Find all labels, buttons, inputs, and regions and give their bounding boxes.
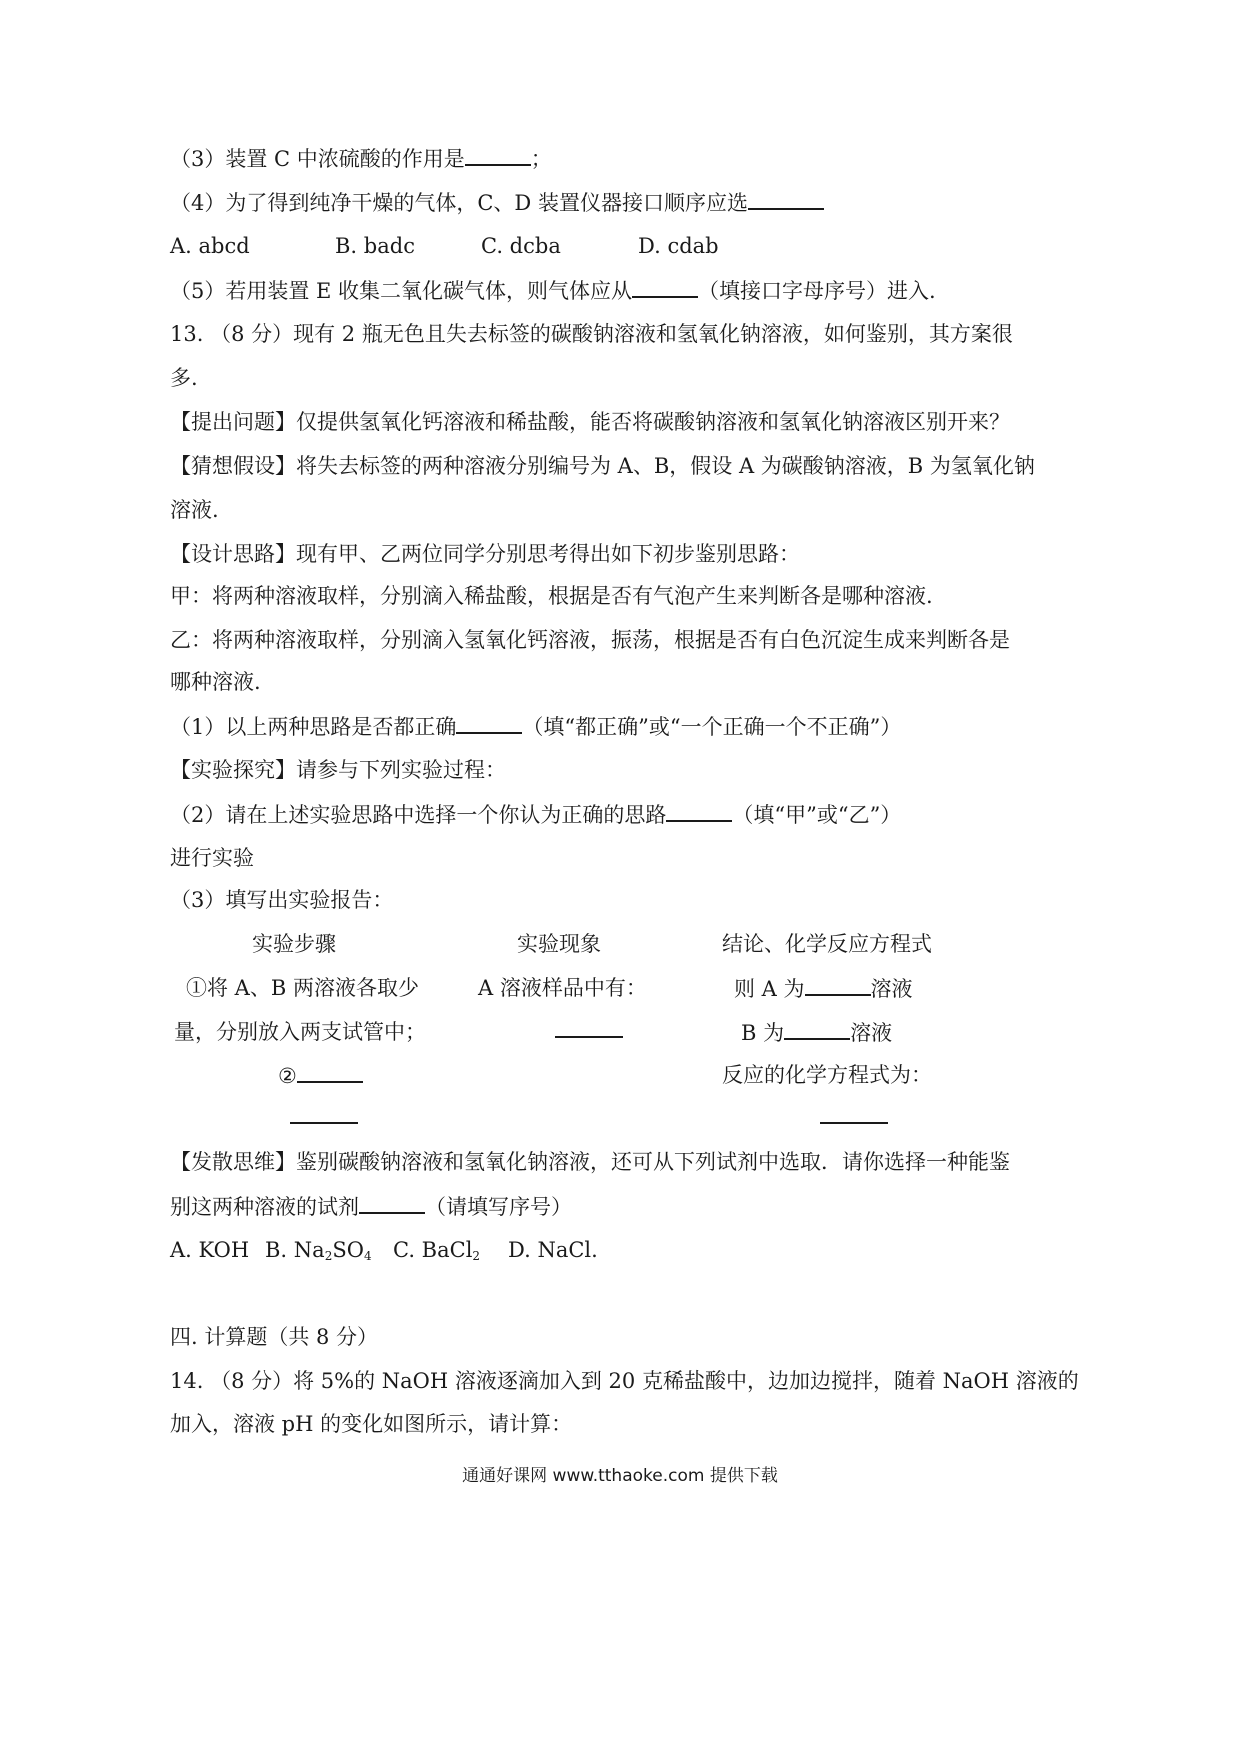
- q12-option-c: C. dcba: [481, 234, 561, 258]
- q14-line2: 加入，溶液 pH 的变化如图所示，请计算：: [170, 1412, 573, 1436]
- conclusion-a-blank[interactable]: [805, 974, 871, 996]
- table-step2: [278, 1061, 363, 1090]
- reagent-option-a: A. KOH: [170, 1238, 250, 1262]
- table-header-phenomenon: 实验现象: [517, 932, 601, 956]
- q13-intro-line2: 多.: [170, 366, 198, 390]
- q13-jia: 甲：将两种溶液取样，分别滴入稀盐酸，根据是否有气泡产生来判断各是哪种溶液.: [170, 584, 933, 608]
- q12-part4-text: （4）为了得到纯净干燥的气体，C、D 装置仪器接口顺序应选: [170, 191, 748, 215]
- q13-explore: 【实验探究】请参与下列实验过程：: [170, 758, 506, 782]
- q13-intro-line1: 13. （8 分）现有 2 瓶无色且失去标签的碳酸钠溶液和氢氧化钠溶液，如何鉴别，其方案很: [170, 322, 1013, 346]
- q12-part5: [170, 276, 936, 305]
- reagent-option-d: D. NaCl.: [508, 1238, 598, 1262]
- conclusion-a-pre: 则 A 为: [734, 977, 805, 1001]
- q13-diverge-line2: [170, 1192, 572, 1221]
- q13-part1-end: （填“都正确”或“一个正确一个不正确”）: [522, 715, 902, 739]
- diverge-end: （请填写序号）: [425, 1195, 572, 1219]
- q13-yi-line2: 哪种溶液.: [170, 670, 261, 694]
- table-header-conclusion: 结论、化学反应方程式: [722, 932, 932, 956]
- diverge-text: 别这两种溶液的试剂: [170, 1195, 359, 1219]
- q13-part2-blank[interactable]: [666, 800, 732, 822]
- reagent-option-c: C. BaCl$_2$: [393, 1238, 481, 1263]
- q13-question: 【提出问题】仅提供氢氧化钙溶液和稀盐酸，能否将碳酸钠溶液和氢氧化钠溶液区别开来？: [170, 410, 1010, 434]
- table-phenomenon: A 溶液样品中有：: [478, 976, 647, 1000]
- conclusion-b-post: 溶液: [850, 1021, 893, 1045]
- q13-hypothesis-line1: 【猜想假设】将失去标签的两种溶液分别编号为 A、B，假设 A 为碳酸钠溶液，B 为氢氧化钠: [170, 454, 1035, 478]
- q13-hypothesis-line2: 溶液.: [170, 498, 219, 522]
- q12-option-d: D. cdab: [638, 234, 719, 258]
- q13-part1-text: （1）以上两种思路是否都正确: [170, 715, 457, 739]
- step2-blank[interactable]: [297, 1061, 363, 1083]
- table-step1-line2: 量，分别放入两支试管中；: [174, 1020, 426, 1044]
- conclusion-b-blank[interactable]: [784, 1018, 850, 1040]
- q13-part2-text: （2）请在上述实验思路中选择一个你认为正确的思路: [170, 803, 667, 827]
- q12-part3-end: ；: [530, 147, 552, 171]
- conclusion-b-pre: B 为: [741, 1021, 785, 1045]
- table-step1-line1: ①将 A、B 两溶液各取少: [186, 976, 419, 1000]
- q13-part2-end: （填“甲”或“乙”）: [732, 803, 902, 827]
- q13-part3: （3）填写出实验报告：: [170, 888, 394, 912]
- q13-diverge-line1: 【发散思维】鉴别碳酸钠溶液和氢氧化钠溶液，还可从下列试剂中选取．请你选择一种能鉴: [170, 1150, 1010, 1174]
- reagent-option-b: B. $Na_2SO_4$: [265, 1238, 372, 1263]
- q12-part4: [170, 188, 824, 217]
- section4-title: 四. 计算题（共 8 分）: [170, 1325, 379, 1349]
- q12-part4-blank[interactable]: [748, 188, 824, 210]
- q13-design: 【设计思路】现有甲、乙两位同学分别思考得出如下初步鉴别思路：: [170, 542, 800, 566]
- q12-part5-blank[interactable]: [632, 276, 698, 298]
- q12-part5-text: （5）若用装置 E 收集二氧化碳气体，则气体应从: [170, 279, 633, 303]
- step2-second-blank[interactable]: [290, 1122, 358, 1124]
- step2-label: ②: [278, 1064, 297, 1088]
- q14-line1: 14. （8 分）将 5%的 NaOH 溶液逐滴加入到 20 克稀盐酸中，边加边搅拌，随着 NaOH 溶液的: [170, 1369, 1079, 1393]
- table-conclusion-a: [734, 974, 913, 1003]
- table-header-steps: 实验步骤: [252, 932, 336, 956]
- phenomenon-blank[interactable]: [555, 1036, 623, 1038]
- q12-part3: [170, 144, 552, 173]
- q13-part1: [170, 712, 901, 741]
- diverge-blank[interactable]: [359, 1192, 425, 1214]
- q13-part2-cont: 进行实验: [170, 846, 254, 870]
- table-conclusion-b: [741, 1018, 892, 1047]
- q13-part1-blank[interactable]: [456, 712, 522, 734]
- q13-yi-line1: 乙：将两种溶液取样，分别滴入氢氧化钙溶液，振荡，根据是否有白色沉淀生成来判断各是: [170, 628, 1010, 652]
- q12-option-a: A. abcd: [170, 234, 250, 258]
- equation-blank[interactable]: [820, 1122, 888, 1124]
- q12-part5-end: （填接口字母序号）进入.: [698, 279, 936, 303]
- table-conclusion-equation: 反应的化学方程式为：: [722, 1063, 932, 1087]
- q12-part3-blank[interactable]: [465, 144, 531, 166]
- q13-part2: [170, 800, 901, 829]
- q12-part3-text: （3）装置 C 中浓硫酸的作用是: [170, 147, 465, 171]
- conclusion-a-post: 溶液: [870, 977, 913, 1001]
- q12-option-b: B. badc: [335, 234, 415, 258]
- page-footer: 通通好课网 www.tthaoke.com 提供下载: [462, 1466, 778, 1486]
